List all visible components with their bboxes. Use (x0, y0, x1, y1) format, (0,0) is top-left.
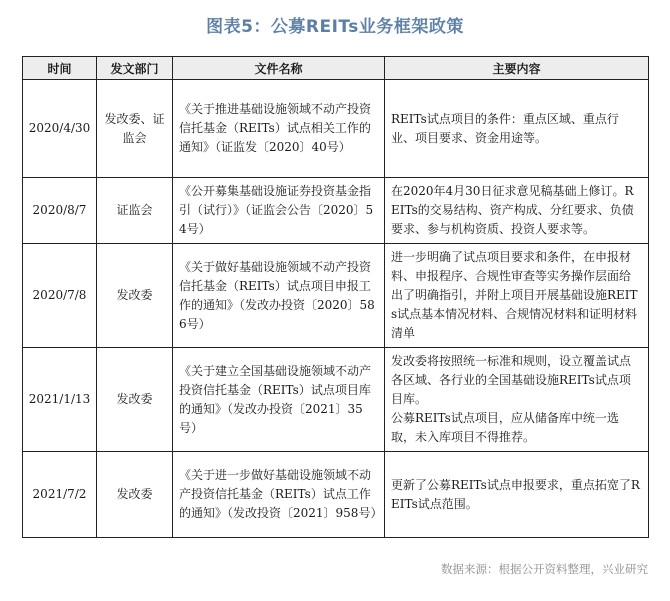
row-content (385, 452, 649, 538)
content-paragraph: 发改委将按照统一标准和规则，设立覆盖试点各区域、各行业的全国基础设施REITs试点项目库。 (391, 354, 632, 406)
source-note: 数据来源：根据公开资料整理，兴业研究 (441, 562, 648, 576)
row-content (385, 80, 649, 178)
row-department: 证监会 (97, 178, 173, 244)
row-department: 发改委 (97, 452, 173, 538)
row-date: 2021/7/2 (23, 452, 97, 538)
row-content (385, 244, 649, 348)
header-department: 发文部门 (97, 57, 173, 80)
row-department: 发改委、证监会 (97, 80, 173, 178)
content-paragraph: 公募REITs试点项目，应从储备库中统一选取，未入库项目不得推荐。 (391, 411, 619, 444)
row-document: 《公开募集基础设施证券投资基金指引（试行）》（证监会公告〔2020〕54号） (173, 178, 385, 244)
row-department: 发改委 (97, 244, 173, 348)
row-date: 2020/7/8 (23, 244, 97, 348)
row-document: 《关于进一步做好基础设施领域不动产投资信托基金（REITs）试点工作的通知》（发改投资〔2021〕958号） (173, 452, 385, 538)
content-paragraph: REITs试点项目的条件：重点区域、重点行业、项目要求、资金用途等。 (391, 111, 619, 145)
header-main-content: 主要内容 (385, 57, 649, 80)
table-row (23, 348, 649, 452)
row-department: 发改委 (97, 348, 173, 452)
row-date: 2020/8/7 (23, 178, 97, 244)
header-document-name: 文件名称 (173, 57, 385, 80)
row-content (385, 348, 649, 452)
content-paragraph: 在2020年4月30日征求意见稿基础上修订。REITs的交易结构、资产构成、分红要求、负债要求、参与机构资质、投资人要求等。 (391, 184, 634, 236)
header-time: 时间 (23, 57, 97, 80)
row-document: 《关于做好基础设施领域不动产投资信托基金（REITs）试点项目申报工作的通知》（发改办投资〔2020〕586号） (173, 244, 385, 348)
row-content (385, 178, 649, 244)
row-date: 2021/1/13 (23, 348, 97, 452)
content-paragraph: 更新了公募REITs试点申报要求，重点拓宽了REITs试点范围。 (391, 477, 640, 511)
figure-title: 图表5：公募REITs业务框架政策 (206, 17, 464, 37)
content-paragraph: 进一步明确了试点项目要求和条件，在申报材料、申报程序、合规性审查等实务操作层面给出了明确指引，并附上项目开展基础设施REITs试点基本情况材料、合规情况材料和证明材料清单 (391, 250, 638, 340)
row-document: 《关于建立全国基础设施领域不动产投资信托基金（REITs）试点项目库的通知》（发改办投资〔2021〕35号） (173, 348, 385, 452)
table-row (23, 178, 649, 244)
row-document: 《关于推进基础设施领域不动产投资信托基金（REITs）试点相关工作的通知》（证监发〔2020〕40号） (173, 80, 385, 178)
table-row (23, 452, 649, 538)
policy-table (22, 56, 649, 538)
table-row (23, 244, 649, 348)
table-header-row (23, 57, 649, 80)
table-row (23, 80, 649, 178)
row-date: 2020/4/30 (23, 80, 97, 178)
